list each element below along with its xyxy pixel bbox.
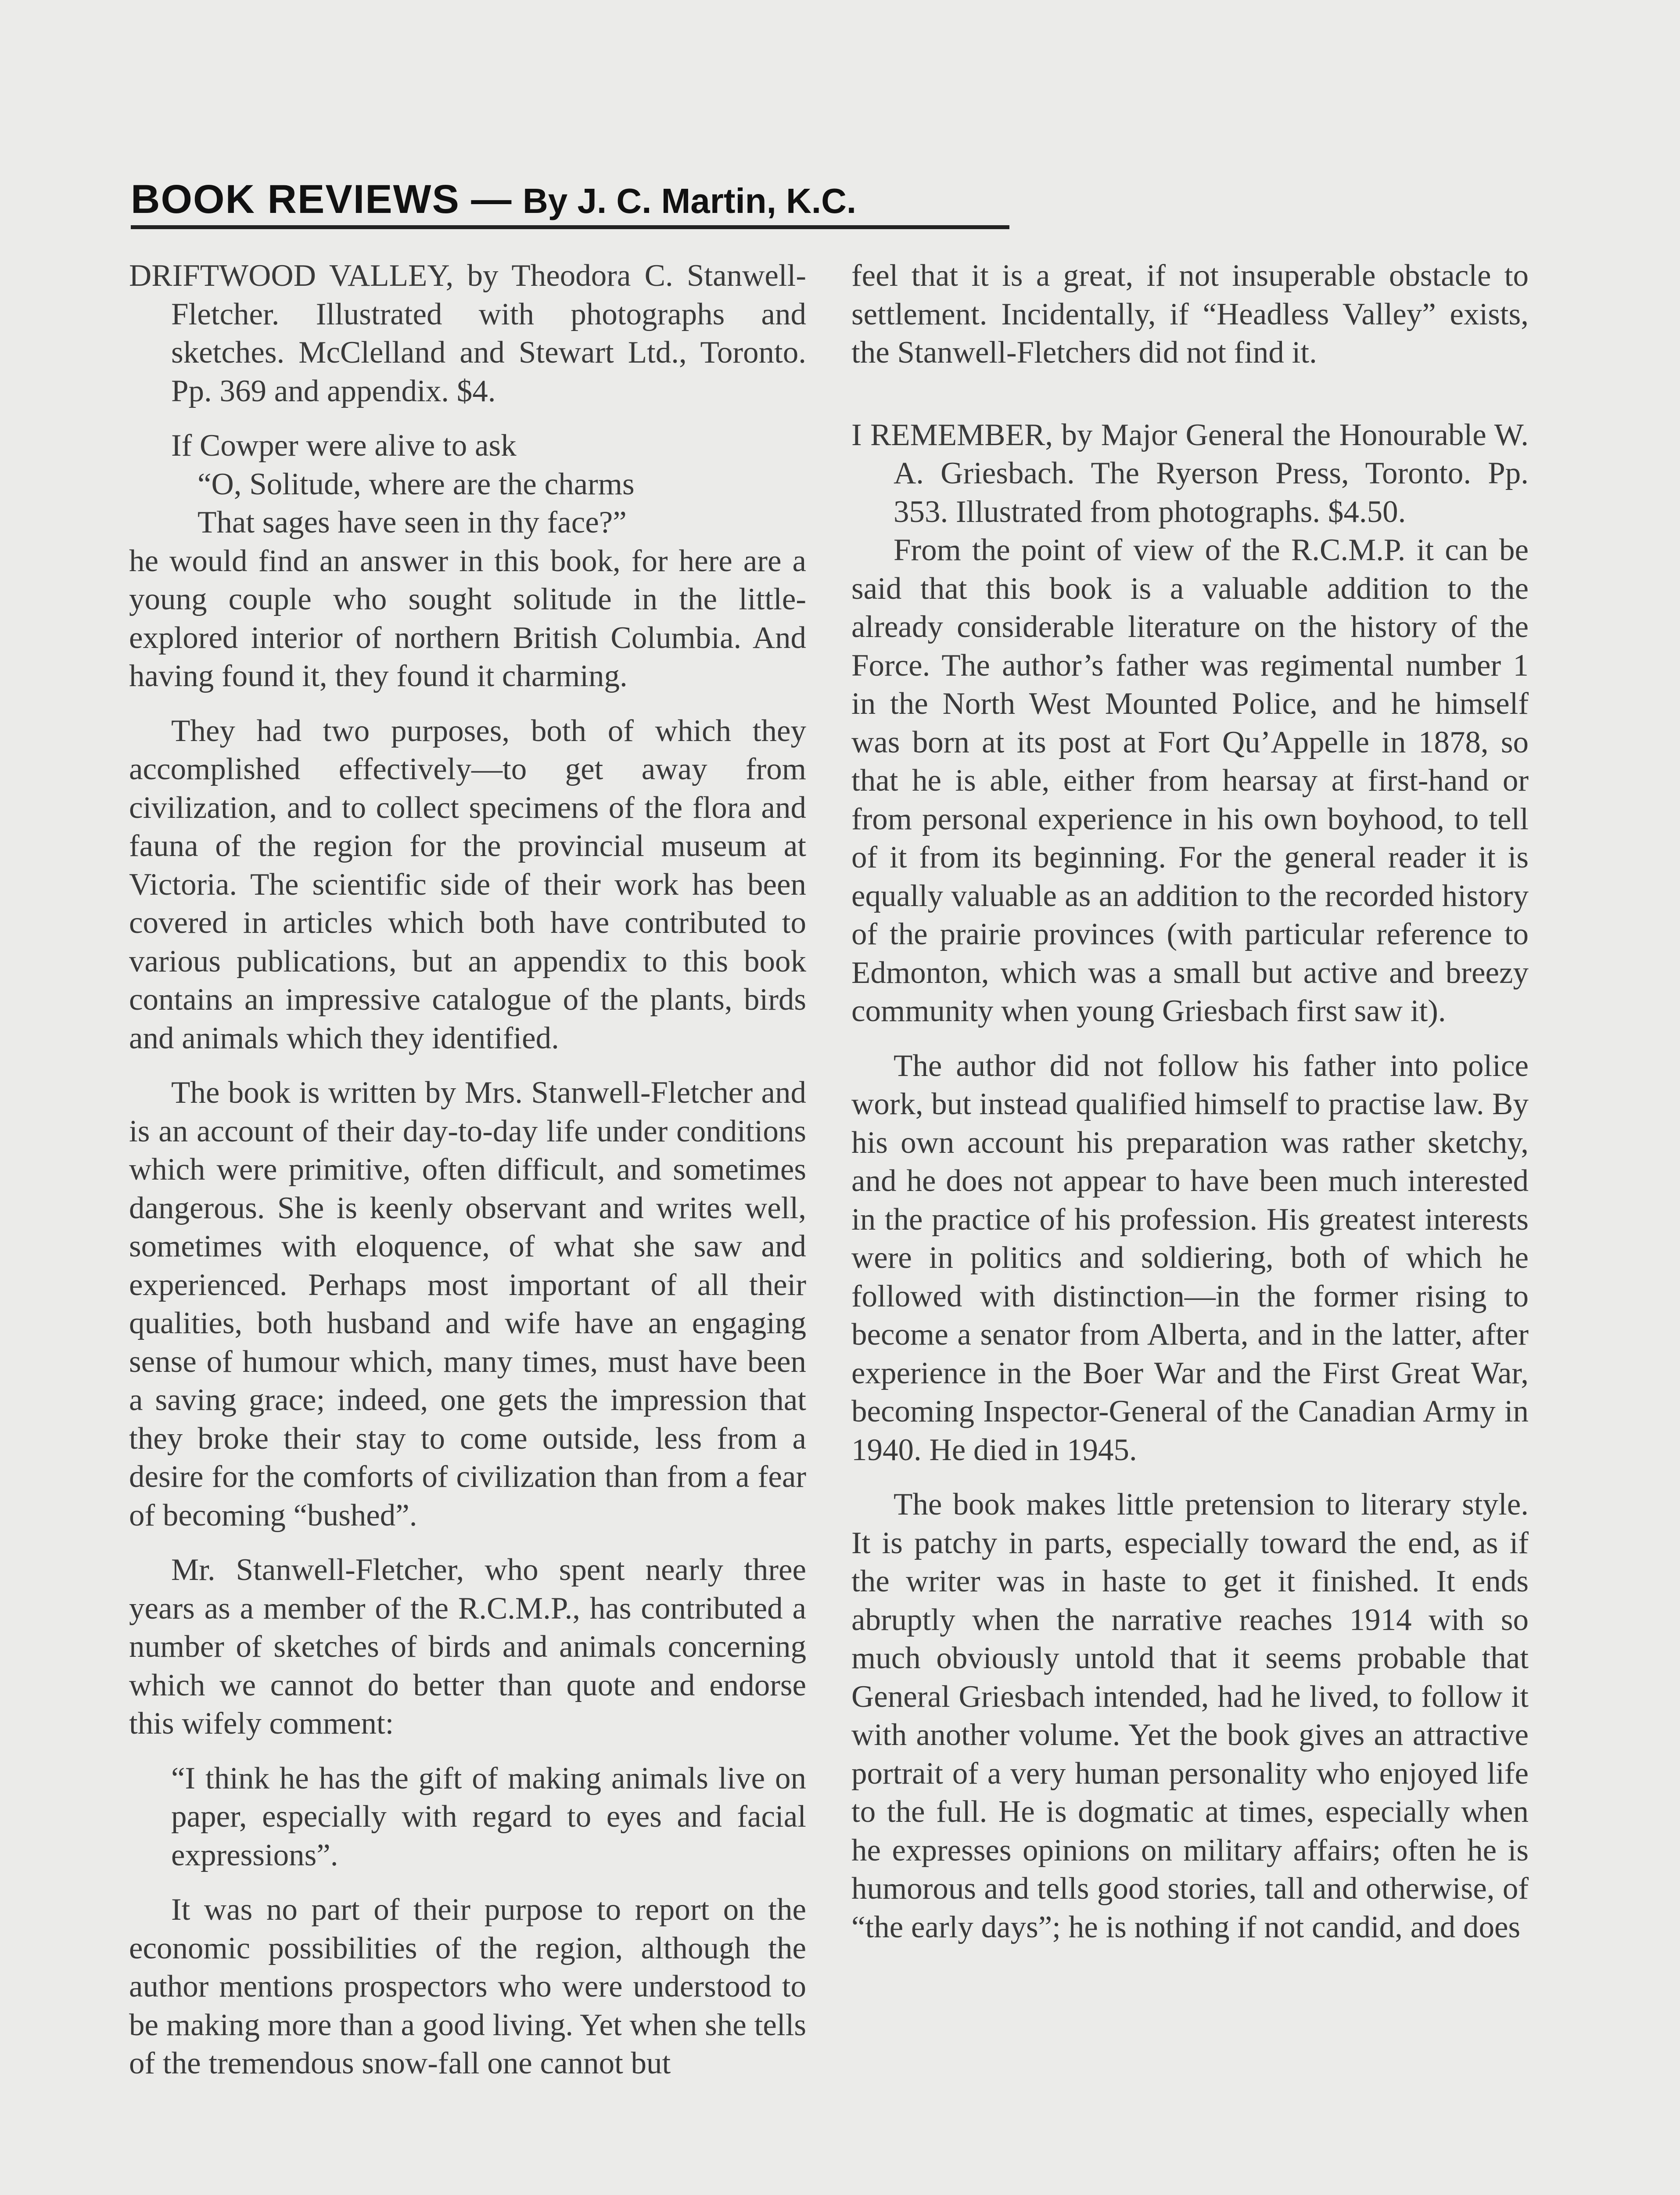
page-header — [131, 176, 1009, 229]
left-column — [129, 257, 806, 2099]
paragraph-continued: feel that it is a great, if not insuperable obstacle to settlement. Incidentally, if “Headless Valley” exists, the Stanwell-Fletchers did not find it. — [851, 259, 1529, 370]
verse-line: If Cowper were alive to ask — [171, 428, 517, 463]
byline: By J. C. Martin, K.C. — [522, 181, 857, 220]
paragraph: It was no part of their purpose to report on the economic possibilities of the region, although the author mentions prospectors who were understood to be making more than a good living. Yet when she tells of the tremendous snow-fall one cannot but — [129, 1893, 806, 2080]
paragraph: The author did not follow his father into police work, but instead qualified himself to practise law. By his own account his preparation was rather sketchy, and he does not appear to have been much interested in the practice of his profession. His greatest interests were in politics and soldiering, both of which he followed with distinction—in the former rising to become a senator from Alberta, and in the latter, after experience in the Boer War and the First Great War, becoming Inspector-General of the Canadian Army in 1940. He died in 1945. — [851, 1048, 1529, 1467]
right-column — [851, 257, 1529, 1963]
block-quote: “I think he has the gift of making animals live on paper, especially with regard to eyes and facial expressions”. — [171, 1761, 806, 1872]
book-citation-i-remember: I REMEMBER, by Major General the Honourable W. A. Griesbach. The Ryerson Press, Toronto. Pp. 353. Illustrated from photographs. $4.50. — [851, 417, 1529, 529]
paragraph: he would find an answer in this book, for here are a young couple who sought solitude in the little-explored interior of northern British Columbia. And having found it, they found it charming. — [129, 543, 806, 693]
paragraph: They had two purposes, both of which they accomplished effectively—to get away from civilization, and to collect specimens of the flora and fauna of the region for the provincial museum at Victoria. The scientific side of their work has been covered in articles which both have contributed to various publications, but an appendix to this book contains an impressive catalogue of the plants, birds and animals which they identified. — [129, 713, 806, 1055]
verse-line: “O, Solitude, where are the charms — [197, 467, 635, 501]
paragraph: The book makes little pretension to literary style. It is patchy in parts, especially toward the end, as if the writer was in haste to get it finished. It ends abruptly when the narrative reaches 1914 with so much obviously untold that it seems probable that General Griesbach intended, had he lived, to follow it with another volume. Yet the book gives an attractive portrait of a very human personality who enjoyed life to the full. He is dogmatic at times, especially when he expresses opinions on military affairs; often he is humorous and tells good stories, tall and otherwise, of “the early days”; he is nothing if not candid, and does — [851, 1487, 1529, 1944]
paragraph: Mr. Stanwell-Fletcher, who spent nearly three years as a member of the R.C.M.P., has contributed a number of sketches of birds and animals concerning which we cannot do better than quote and endorse this wifely comment: — [129, 1553, 806, 1741]
section-title: BOOK REVIEWS — [131, 177, 460, 222]
paragraph: The book is written by Mrs. Stanwell-Fletcher and is an account of their day-to-day life under conditions which were primitive, often difficult, and sometimes dangerous. She is keenly observant and writes well, sometimes with eloquence, of what she saw and experienced. Perhaps most important of all their qualities, both husband and wife have an engaging sense of humour which, many times, must have been a saving grace; indeed, one gets the impression that they broke their stay to come outside, less from a desire for the comforts of civilization than from a fear of becoming “bushed”. — [129, 1076, 806, 1533]
header-dash: — — [459, 177, 523, 222]
verse-line: That sages have seen in thy face?” — [197, 505, 627, 540]
book-citation-driftwood-valley: DRIFTWOOD VALLEY, by Theodora C. Stanwell-Fletcher. Illustrated with photographs and sketches. McClelland and Stewart Ltd., Toronto. Pp. 369 and appendix. $4. — [129, 259, 806, 408]
verse-quote — [129, 427, 806, 542]
paragraph: From the point of view of the R.C.M.P. it can be said that this book is a valuable addition to the already considerable literature on the history of the Force. The author’s father was regimental number 1 in the North West Mounted Police, and he himself was born at its post at Fort Qu’Appelle in 1878, so that he is able, either from hearsay at first-hand or from personal experience in his own boyhood, to tell of it from its beginning. For the general reader it is equally valuable as an addition to the recorded history of the prairie provinces (with particular reference to Edmonton, which was a small but active and breezy community when young Griesbach first saw it). — [851, 533, 1529, 1028]
